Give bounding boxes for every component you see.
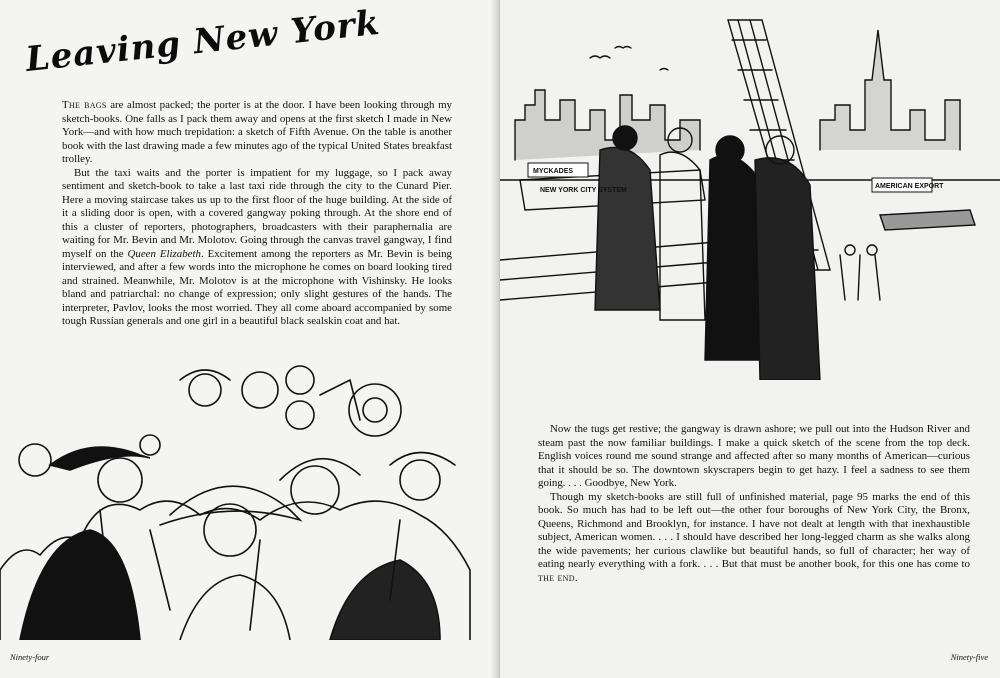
reporters-crowd-illustration [0,340,496,640]
left-page-number: Ninety-four [10,652,50,662]
page-title: Leaving New York [23,2,383,80]
sign-new-york-city: NEW YORK CITY SYSTEM [540,187,627,194]
ship-name: Queen Elizabeth [127,247,201,260]
paragraph-1 [62,99,452,167]
left-body-text [62,99,452,329]
paragraph-4 [538,491,970,586]
sign-american-export: AMERICAN EXPORT [875,183,944,190]
paragraph-2-end: . Excitement among the reporters as Mr. Bevin is being interviewed, and after a few words into the microphone he comes on board looking tired and strained. Meanwhile, Mr. Molotov is at the microphone with Vishinsky. He looks bland and patriarchal: no change of expression; only slight gestures of the hands. The interpreter, Pavlov, looks the most worried. They all come aboard accompanied by some tough Russian generals and one girl in a beautiful black sealskin coat and hat. [62,247,452,327]
departure-deck-illustration [500,10,1000,380]
the-end: the end. [538,571,578,584]
left-page [0,0,496,678]
right-page-number: Ninety-five [950,652,988,662]
paragraph-1-text: are almost packed; the porter is at the door. I have been looking through my sketch-books. One falls as I pack them away and opens at the first sketch I made in New York—and with how much trepidation: a sketch of Fifth Avenue. On the table is another book with the last drawing made a few minutes ago of the typical United States breakfast trolley. [62,99,452,165]
paragraph-3: Now the tugs get restive; the gangway is drawn ashore; we pull out into the Hudson River and steam past the now familiar buildings. I make a quick sketch of the scene from the top deck. English voices round me sound strange and affected after so many months of American—curious that it should be so. The downtown skyscrapers begin to get hazy. I feel a sadness to see them going. . . . Goodbye, New York. [538,423,970,489]
lead-caps: The bags [62,99,107,111]
paragraph-2-start: But the taxi waits and the porter is impatient for my luggage, so I pack away sentiment and sketch-book to take a last taxi ride through the city to the Cunard Pier. Here a moving staircase takes us up to the first floor of the huge building. At the side of it a sliding door is open, with a covered gangway poking through. At the shore end of this a cluster of reporters, photographers, broadcasters with their paraphernalia are waiting for Mr. Bevin and Mr. Molotov. Going through the canvas travel gangway, I find myself on the [62,166,452,260]
right-page [500,0,1000,678]
paragraph-4-text: Though my sketch-books are still full of unfinished material, page 95 marks the end of this book. So much has had to be left out—the other four boroughs of New York City, the Bronx, Queens, Richmond and Brooklyn, for instance. I have not dealt at length with that inexhaustible subject, American women. . . . I should have described her long-legged charm as she walks along the wide pavements; her curious clawlike but beautiful hands, so full of character; her way of eating nearly everything with a fork. . . . But that must be another book, for this one has come to [538,490,970,570]
sign-myckades: MYCKADES [533,168,574,175]
paragraph-2 [62,167,452,329]
right-body-text [538,423,970,585]
